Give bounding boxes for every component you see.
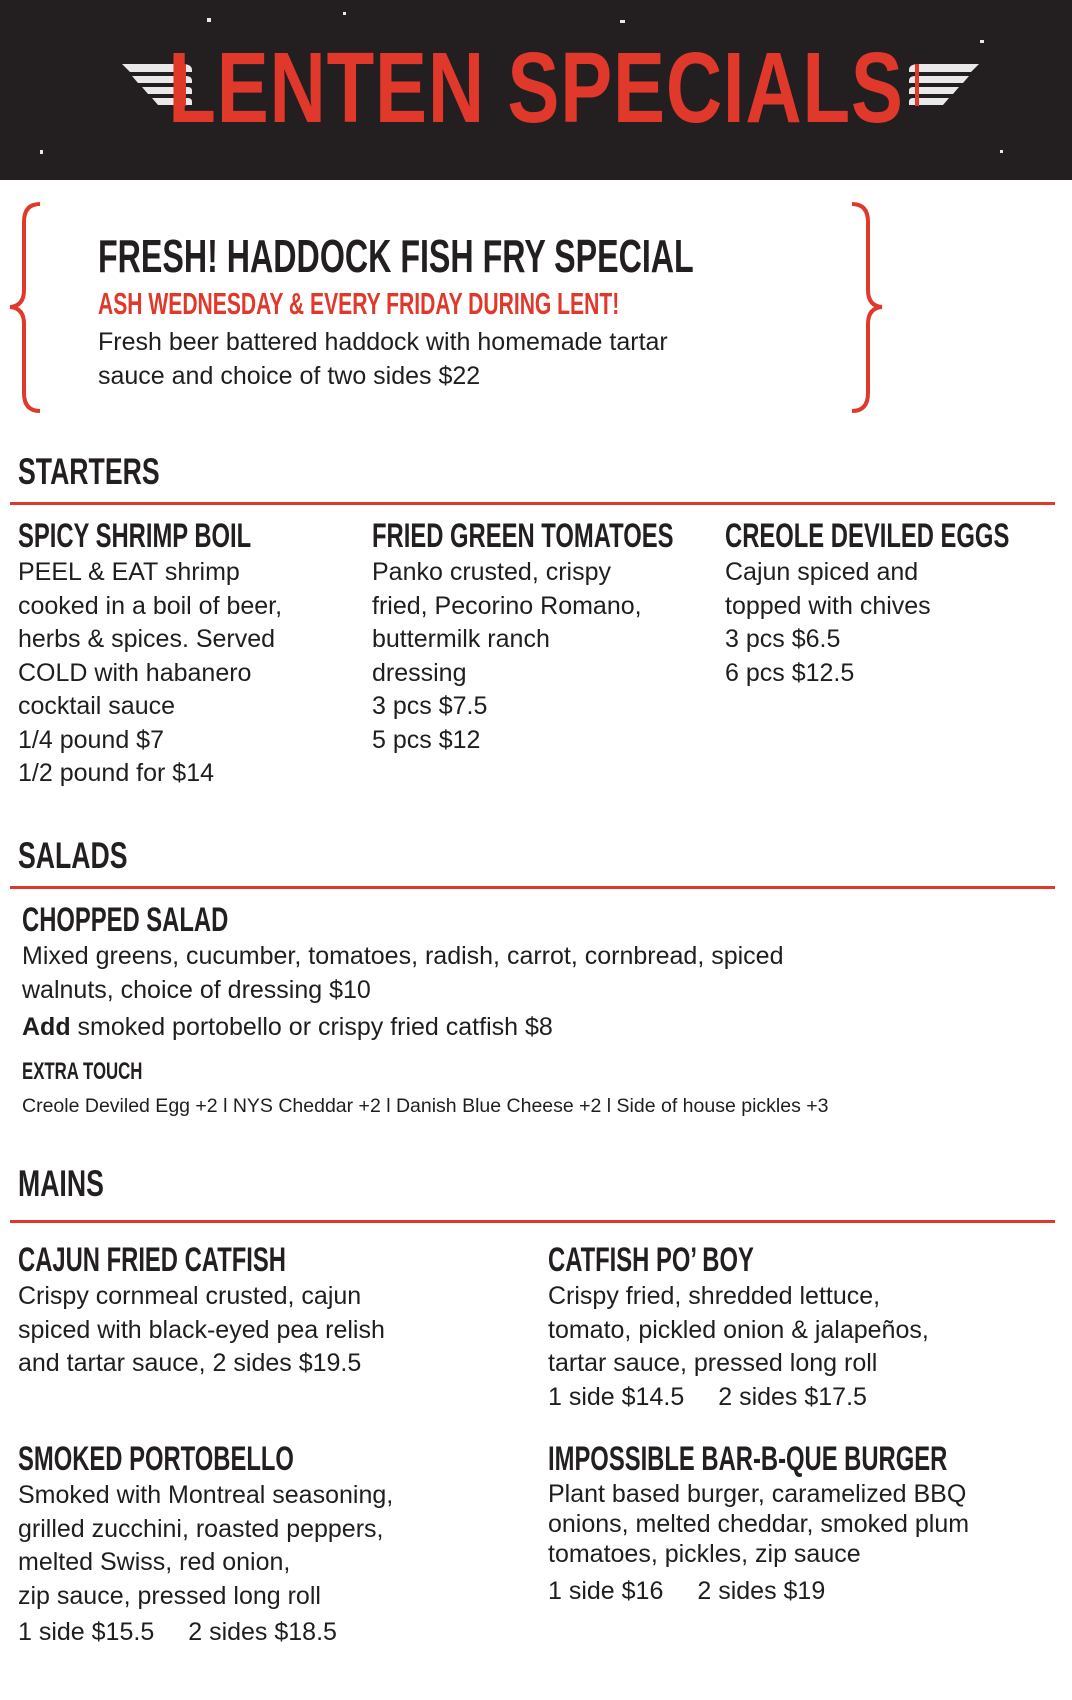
extra-touch-list: Creole Deviled Egg +2 l NYS Cheddar +2 l Danish Blue Cheese +2 l Side of house pickles +3 [22, 1095, 829, 1117]
price-one-side: 1 side $16 [548, 1577, 664, 1605]
texture-speck [980, 40, 984, 43]
price-row [548, 1575, 825, 1608]
menu-item-description: Mixed greens, cucumber, tomatoes, radish, carrot, cornbread, spiced walnuts, choice of dressing $10 [22, 942, 784, 1004]
add-on-line [22, 1011, 553, 1045]
price-two-sides: 2 sides $19 [697, 1577, 826, 1605]
menu-item-name: SPICY SHRIMP BOIL [18, 517, 252, 555]
extra-touch-title: EXTRA TOUCH [22, 1058, 143, 1085]
section-title-salads: SALADS [18, 835, 128, 876]
menu-item-description: Cajun spiced and topped with chives 3 pcs $6.5 6 pcs $12.5 [725, 558, 931, 687]
section-divider [10, 1220, 1055, 1223]
price-row [18, 1616, 337, 1649]
menu-item-name: FRIED GREEN TOMATOES [372, 517, 674, 555]
special-title: FRESH! HADDOCK FISH FRY SPECIAL [98, 230, 694, 282]
menu-item-name: IMPOSSIBLE BAR-B-QUE BURGER [548, 1440, 948, 1478]
menu-item-name: CREOLE DEVILED EGGS [725, 517, 1010, 555]
menu-item-name: SMOKED PORTOBELLO [18, 1440, 294, 1478]
special-description: Fresh beer battered haddock with homemade tartar sauce and choice of two sides $22 [98, 328, 668, 390]
menu-item-name: CHOPPED SALAD [22, 901, 229, 939]
section-title-starters: STARTERS [18, 451, 160, 492]
price-two-sides: 2 sides $18.5 [188, 1618, 337, 1646]
price-one-side: 1 side $15.5 [18, 1618, 155, 1646]
menu-item-description: PEEL & EAT shrimp cooked in a boil of beer, herbs & spices. Served COLD with habanero cocktail sauce 1/4 pound $7 1/2 pound for $14 [18, 558, 283, 787]
curly-bracket-right-icon [850, 200, 886, 415]
add-label: Add [22, 1013, 71, 1041]
price-two-sides: 2 sides $17.5 [718, 1383, 867, 1411]
menu-item-description: Smoked with Montreal seasoning, grilled zucchini, roasted peppers, melted Swiss, red onion, zip sauce, pressed long roll [18, 1481, 394, 1610]
add-on-text: smoked portobello or crispy fried catfish $8 [70, 1013, 553, 1041]
price-row [548, 1381, 867, 1414]
menu-item-description: Crispy cornmeal crusted, cajun spiced with black-eyed pea relish and tartar sauce, 2 sides $19.5 [18, 1282, 385, 1377]
texture-speck [1000, 150, 1003, 153]
texture-speck [40, 150, 43, 154]
texture-speck [343, 12, 346, 15]
page-title: LENTEN SPECIALS [168, 32, 904, 144]
menu-item-description: Plant based burger, caramelized BBQ onions, melted cheddar, smoked plum tomatoes, pickles, zip sauce [548, 1480, 970, 1568]
header-banner [0, 0, 1072, 180]
special-subtitle: ASH WEDNESDAY & EVERY FRIDAY DURING LENT! [98, 286, 620, 321]
texture-speck [207, 18, 211, 22]
section-divider [10, 886, 1055, 889]
section-title-mains: MAINS [18, 1163, 104, 1204]
section-divider [10, 502, 1055, 505]
menu-item-description: Panko crusted, crispy fried, Pecorino Romano, buttermilk ranch dressing 3 pcs $7.5 5 pcs $12 [372, 558, 642, 754]
curly-bracket-left-icon [6, 200, 42, 415]
menu-item-name: CATFISH PO’ BOY [548, 1241, 754, 1279]
texture-speck [620, 20, 625, 23]
price-one-side: 1 side $14.5 [548, 1383, 685, 1411]
menu-item-description: Crispy fried, shredded lettuce, tomato, pickled onion & jalapeños, tartar sauce, pressed long roll [548, 1282, 929, 1377]
menu-item-name: CAJUN FRIED CATFISH [18, 1241, 286, 1279]
